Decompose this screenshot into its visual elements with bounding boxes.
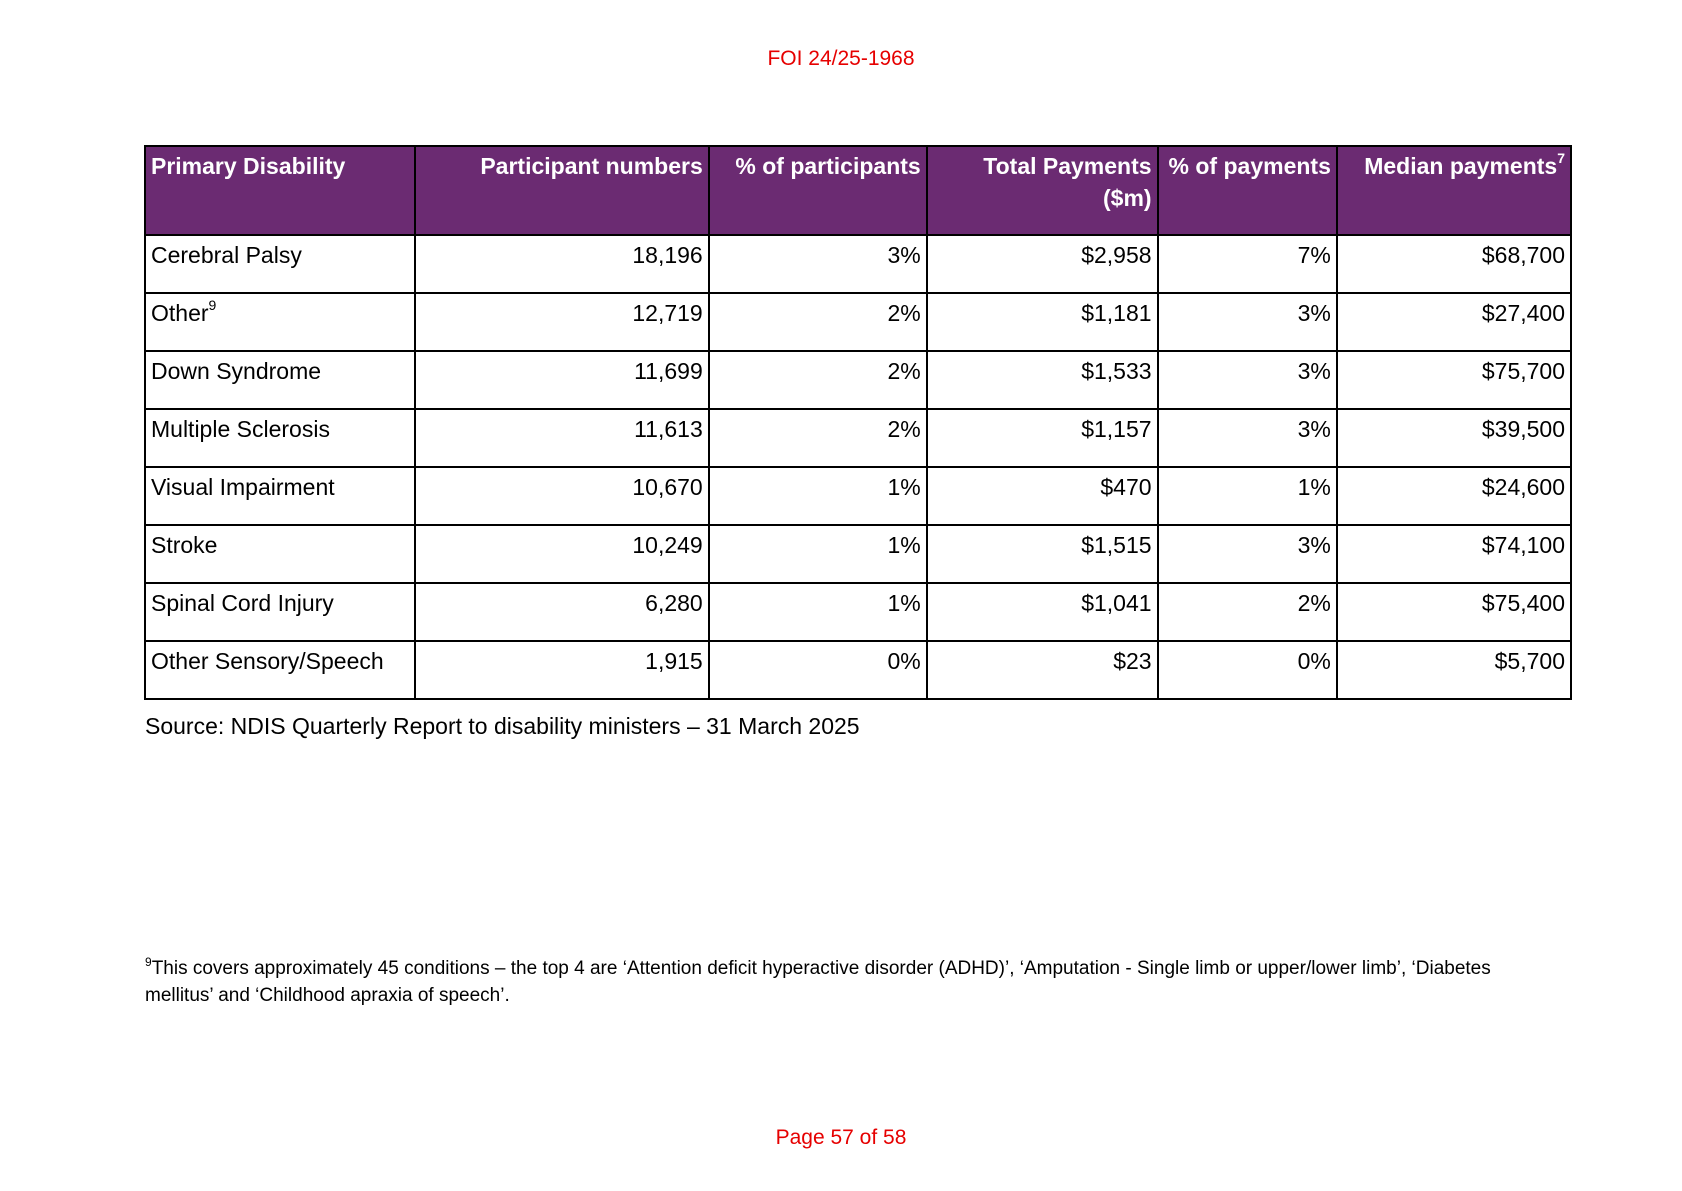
table-header bbox=[145, 146, 1571, 235]
cell-participant-numbers: 10,249 bbox=[415, 525, 709, 583]
cell-median-payments: $27,400 bbox=[1337, 293, 1571, 351]
column-header-pct-participants: % of participants bbox=[709, 146, 927, 235]
table-row bbox=[145, 409, 1571, 467]
cell-participant-numbers: 11,699 bbox=[415, 351, 709, 409]
cell-total-payments: $1,157 bbox=[927, 409, 1158, 467]
cell-pct-participants: 2% bbox=[709, 351, 927, 409]
cell-pct-payments: 7% bbox=[1158, 235, 1337, 293]
column-header-total-payments: Total Payments ($m) bbox=[927, 146, 1158, 235]
cell-primary-disability: Down Syndrome bbox=[145, 351, 415, 409]
cell-pct-payments: 3% bbox=[1158, 525, 1337, 583]
cell-participant-numbers: 10,670 bbox=[415, 467, 709, 525]
cell-median-payments: $68,700 bbox=[1337, 235, 1571, 293]
cell-pct-participants: 0% bbox=[709, 641, 927, 699]
cell-primary-disability: Other$^9$ bbox=[145, 293, 415, 351]
page-number: Page 57 of 58 bbox=[775, 1126, 907, 1149]
cell-total-payments: $23 bbox=[927, 641, 1158, 699]
cell-primary-disability: Spinal Cord Injury bbox=[145, 583, 415, 641]
table-row bbox=[145, 351, 1571, 409]
cell-participant-numbers: 6,280 bbox=[415, 583, 709, 641]
cell-total-payments: $2,958 bbox=[927, 235, 1158, 293]
cell-pct-participants: 1% bbox=[709, 467, 927, 525]
cell-participant-numbers: 18,196 bbox=[415, 235, 709, 293]
header-row bbox=[145, 146, 1571, 235]
column-header-median-payments: Median payments$^7$ bbox=[1337, 146, 1571, 235]
cell-total-payments: $1,515 bbox=[927, 525, 1158, 583]
column-header-participant-numbers: Participant numbers bbox=[415, 146, 709, 235]
cell-median-payments: $24,600 bbox=[1337, 467, 1571, 525]
cell-participant-numbers: 1,915 bbox=[415, 641, 709, 699]
cell-median-payments: $75,400 bbox=[1337, 583, 1571, 641]
cell-participant-numbers: 11,613 bbox=[415, 409, 709, 467]
cell-primary-disability: Cerebral Palsy bbox=[145, 235, 415, 293]
cell-pct-payments: 0% bbox=[1158, 641, 1337, 699]
cell-primary-disability: Multiple Sclerosis bbox=[145, 409, 415, 467]
cell-primary-disability: Visual Impairment bbox=[145, 467, 415, 525]
cell-pct-participants: 1% bbox=[709, 583, 927, 641]
cell-primary-disability: Stroke bbox=[145, 525, 415, 583]
cell-median-payments: $39,500 bbox=[1337, 409, 1571, 467]
table-row bbox=[145, 525, 1571, 583]
foi-reference: FOI 24/25-1968 bbox=[767, 47, 915, 70]
cell-pct-payments: 2% bbox=[1158, 583, 1337, 641]
cell-total-payments: $1,533 bbox=[927, 351, 1158, 409]
table-body bbox=[145, 235, 1571, 699]
cell-pct-participants: 1% bbox=[709, 525, 927, 583]
cell-pct-payments: 3% bbox=[1158, 351, 1337, 409]
cell-pct-participants: 3% bbox=[709, 235, 927, 293]
table-row bbox=[145, 467, 1571, 525]
column-header-pct-payments: % of payments bbox=[1158, 146, 1337, 235]
table-row bbox=[145, 641, 1571, 699]
cell-pct-payments: 3% bbox=[1158, 293, 1337, 351]
cell-primary-disability: Other Sensory/Speech bbox=[145, 641, 415, 699]
cell-total-payments: $1,181 bbox=[927, 293, 1158, 351]
cell-total-payments: $1,041 bbox=[927, 583, 1158, 641]
footnote-marker: 9 bbox=[145, 954, 152, 969]
cell-pct-payments: 1% bbox=[1158, 467, 1337, 525]
table-row bbox=[145, 235, 1571, 293]
footnote-marker: 7 bbox=[1557, 150, 1565, 167]
cell-pct-participants: 2% bbox=[709, 293, 927, 351]
cell-median-payments: $5,700 bbox=[1337, 641, 1571, 699]
footnote-marker: 9 bbox=[208, 297, 217, 314]
disability-payments-table bbox=[144, 145, 1572, 700]
footnote bbox=[145, 955, 1545, 1009]
footnote-text: This covers approximately 45 conditions – the top 4 are ‘Attention deficit hyperactive disorder (ADHD)’, ‘Amputation - Single limb or upper/lower limb’, ‘Diabetes mellitus’ and ‘Childhood apraxia of speech’. bbox=[145, 958, 1491, 1006]
cell-median-payments: $75,700 bbox=[1337, 351, 1571, 409]
cell-participant-numbers: 12,719 bbox=[415, 293, 709, 351]
table-row bbox=[145, 293, 1571, 351]
column-header-primary-disability: Primary Disability bbox=[145, 146, 415, 235]
cell-pct-payments: 3% bbox=[1158, 409, 1337, 467]
cell-total-payments: $470 bbox=[927, 467, 1158, 525]
cell-median-payments: $74,100 bbox=[1337, 525, 1571, 583]
source-note: Source: NDIS Quarterly Report to disability ministers – 31 March 2025 bbox=[145, 713, 860, 739]
table-row bbox=[145, 583, 1571, 641]
cell-pct-participants: 2% bbox=[709, 409, 927, 467]
